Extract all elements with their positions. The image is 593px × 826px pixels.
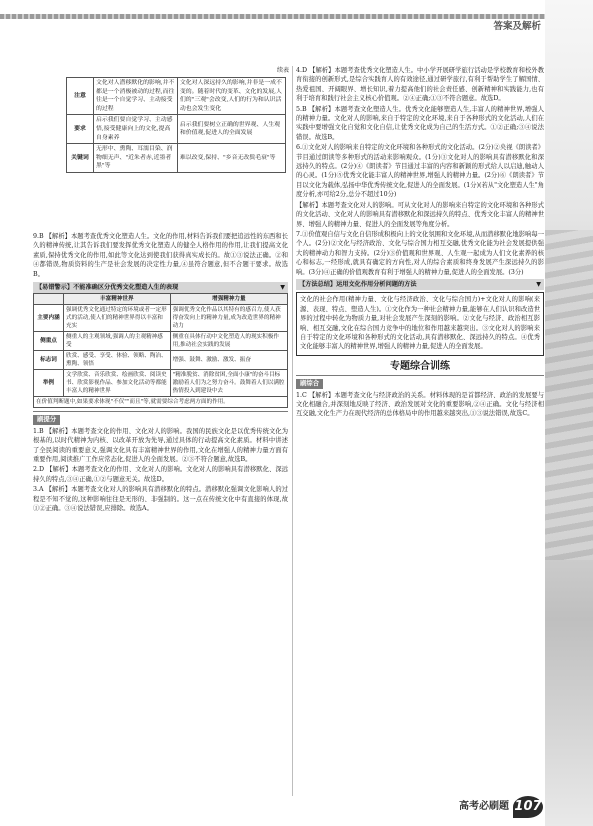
answer-4: 4.D 【解析】本题考查优秀文化塑造人生。中小学开展研学旅行活动是学校教育和校外教育衔接的创新形式,是综合实践育人的有效途径,通过研学旅行,有利于帮助学生了解国情、热爱祖国、开阔眼界、增长知识,着力提高他们的社会责任感、创新精神和实践能力,也有利于培育和践行社会主义核心价值观。②④正确;①③不符合题意。故选D。: [296, 67, 544, 103]
triangle-icon: ▼: [280, 284, 285, 292]
cell: 增强、鼓舞、激励、激发、振奋: [170, 351, 287, 370]
answer-2: 2.D 【解析】本题考查文化的作用、文化对人的影响。文化对人的影响具有潜移默化、深远持久的特点,③④正确,①②与题意无关。故选D。: [33, 466, 288, 483]
method-text: 文化的社会作用(精神力量、文化与经济政治、文化与综合国力)+文化对人的影响(来源、表现、特点、塑造人生)。①文化作为一种社会精神力量,能够在人们认识和改造世界的过程中转化为物质力量,对社会发展产生深刻的影响。②文化与经济、政治相互影响、相互交融,文化在综合国力竞争中的地位和作用越来越突出。③文化对人的影响来自于特定的文化环境和各种形式的文化活动,具有潜移默化、深远持久的特点。④优秀文化能够丰富人的精神世界,增强人的精神力量,促进人的全面发展。: [300, 296, 540, 351]
cell: "精准脱贫、消除贫困,全面小康"的奋斗目标激励着人们为之努力奋斗。鼓舞着人们以满腔热情投入到建设中去: [170, 370, 287, 397]
cell: 无形中、熏陶、耳濡目染、润物细无声、"近朱者赤,近墨者黑"等: [94, 144, 178, 173]
answer-6-analysis: 【解析】本题考查文化对人的影响。可从文化对人的影响来自特定的文化环境和各种形式的文化活动、文化对人的影响具有潜移默化和深远持久的特点、优秀文化丰富人的精神世界、增强人的精神力量、促进人的全面发展等角度分析。: [296, 201, 544, 228]
page-number: 107: [513, 796, 543, 818]
footer: [459, 796, 543, 818]
cell: 启示我们要树立正确的世界观、人生观和价值观,促进人的全面发展: [177, 115, 285, 144]
cell: 侧重人的主观领域,强调人的主观精神感受: [64, 332, 171, 351]
section-tag: 刷提分: [33, 415, 60, 424]
method-box: [296, 292, 544, 355]
great-wall-image: [545, 230, 593, 560]
cell: 启示我们要自觉学习、主动感悟,接受健康向上的文化,提高自身素养: [94, 115, 178, 144]
answer-9: 9.B 【解析】本题考查优秀文化塑造人生。文化的作用,材料告诉我们要把追远性的东西和长久的精神传统,让其告诉我们要发挥优秀文化塑造人的健全人格作用的作用,让我们提高文化素质,保持优秀文化的作用,如此等文化达到使我们获得真实成长的。故①③说法正确。②和④都错误,物质资料的生产是社会发展的决定性力量,④虽符合题意,但不合题干要求。故选B。: [33, 233, 288, 278]
column-divider: [292, 66, 293, 796]
cell: 文学欣赏、音乐欣赏、绘画欣赏、阅读史书、欣赏影视作品、参加文化活动等都能丰富人的精神世界: [64, 370, 171, 397]
column-header: 丰富精神世界: [64, 294, 171, 305]
table-header-row: [34, 294, 288, 305]
table-row: [67, 144, 286, 173]
row-head: 主要内涵: [34, 305, 64, 332]
header-rule: [0, 14, 545, 19]
column-header: 增强精神力量: [170, 294, 287, 305]
cell: 在价值判断题中,如果要求体现"不仅""而且"等,就需要综合考虑两方面的作用。: [34, 397, 288, 408]
table-row: [34, 397, 288, 408]
table-row: [67, 78, 286, 115]
table-row: [34, 305, 288, 332]
answer-6: 6.①文化对人的影响来自特定的文化环境和各种形式的文化活动。(2分)②央视《朗读者》节目通过朗读等多种形式的活动来影响观众。(1分)③文化对人的影响具有潜移默化和深远持久的特点。(2分)④《朗读者》节目通过丰富的内容和新颖的形式给人以启迪,触动人的心灵。(1分)⑤优秀文化能丰富人的精神世界,增强人的精神力量。(2分)⑥《朗读者》节目以文化为载体,弘扬中华优秀传统文化,促进人的全面发展。(1分)(若从"文化塑造人生"角度分析,亦可给2分,总分不超过10分): [296, 144, 544, 199]
footer-title: 高考必刷题: [459, 801, 509, 813]
header-label: 答案及解析: [493, 21, 541, 32]
cell: 文化对人潜移默化的影响,并不都是一个消极被动的过程,而往往是一个自觉学习、主动接受的过程: [94, 78, 178, 115]
table-row: [34, 351, 288, 370]
comparison-table: [66, 77, 286, 173]
row-head: 标志词: [34, 351, 64, 370]
answer-5: 5.B 【解析】本题考查文化塑造人生。优秀文化能够塑造人生,丰富人的精神世界,增强人的精神力量。文化对人的影响,来自于特定的文化环境,来自于各种形式的文化活动,人们在实践中要增强文化自觉和文化自信,让优秀文化成为自己的生活方式。①②正确;③④说法错误。故选B。: [296, 105, 544, 141]
tip-box-title: [33, 282, 288, 293]
row-head: 注意: [67, 78, 94, 115]
tip-title-text: 【易错警示】不能准确区分优秀文化塑造人生的表现: [36, 284, 179, 292]
table-row: [34, 332, 288, 351]
column-header: [34, 294, 64, 305]
tip-table: [33, 293, 288, 408]
left-column: [33, 232, 288, 515]
method-title-text: 【方法总结】运用文化作用分析问题的方法: [299, 280, 417, 288]
section-tag: 刷综合: [296, 379, 323, 388]
cell: 强调优秀文化通过特定的环境或者一定形式的活动,使人们的精神世界得以丰富和充实: [64, 305, 171, 332]
triangle-icon: ▼: [536, 280, 541, 288]
answer-7: 7.①价值观自信与文化自信形成积极向上的文化氛围和文化环境,从而潜移默化地影响每一个人。(2分)②文化与经济政治、文化与综合国力相互交融,优秀文化能为社会发展提供强大的精神动力和智力支持。(2分)③价值观和世界观、人生观一起成为人们文化素养的核心和标志,一经形成,就具有确定的方向性,对人的综合素质和终身发展产生深远持久的影响。(3分)④正确的价值观教育有利于增强人的精神力量,促进人的全面发展。(3分): [296, 230, 544, 276]
method-box-title: [296, 279, 544, 290]
row-head: 要求: [67, 115, 94, 144]
section-divider: [296, 375, 544, 376]
right-column: [296, 66, 544, 420]
table-row: [67, 115, 286, 144]
row-head: 举例: [34, 370, 64, 397]
section-divider: [33, 411, 288, 412]
cell: 难以改变,保持、"乡音无改鬓毛衰"等: [177, 144, 285, 173]
answer-3: 3.A 【解析】本题考查文化对人的影响具有潜移默化的特点。潜移默化强调文化影响人的过程是不知不觉的,这种影响往往是无形的、非强制的。这一点在传统文化中有直接的体现,故①②正确。③④说法错误,应排除。故选A。: [33, 486, 288, 513]
row-head: 侧重点: [34, 332, 64, 351]
zonghe-answer-1: 1.C 【解析】本题考查文化与经济政治的关系。材料体现的是首都经济、政治的发展要与文化相融合,并深刻地反映了经济、政治发展对文化的重要影响,②④正确。文化与经济相互交融,文化生产力在现代经济的总体格局中的作用越来越突出,①③说法错误,故选C。: [296, 391, 544, 418]
cell: 文化对人深远持久的影响,并非是一成不变的。随着时代的变革、文化的发展,人们的"三观"会改变,人们的行为和认识活动也会发生变化: [177, 78, 285, 115]
cell: 欣赏、感受、享受、体验、领略、陶冶、熏陶、领悟: [64, 351, 171, 370]
cell: 强调优秀文化作品以其特有的感召力,使人获得奋发向上的精神力量,成为改造世界的精神动力: [170, 305, 287, 332]
cell: 侧重在具体行动中文化塑造人的现实积极作用,推动社会实践的发展: [170, 332, 287, 351]
row-head: 关键词: [67, 144, 94, 173]
section-title: 专题综合训练: [390, 360, 450, 372]
table-row: [34, 370, 288, 397]
table-caption: 续表: [277, 67, 290, 74]
answer-1: 1.B 【解析】本题考查文化的作用、文化对人的影响。我国的民族文化是以优秀传统文化为根基的,以时代精神为内核、以改革开放为先导,通过具体的行动提高文化素质。材料中讲述了全民阅读的重要意义,强调文化具有丰富精神世界的作用,文化在增强人的精神力量方面有重要作用,阅读推广工作应常态化,促进人的全面发展。②③不符合题意,故选B。: [33, 427, 288, 464]
